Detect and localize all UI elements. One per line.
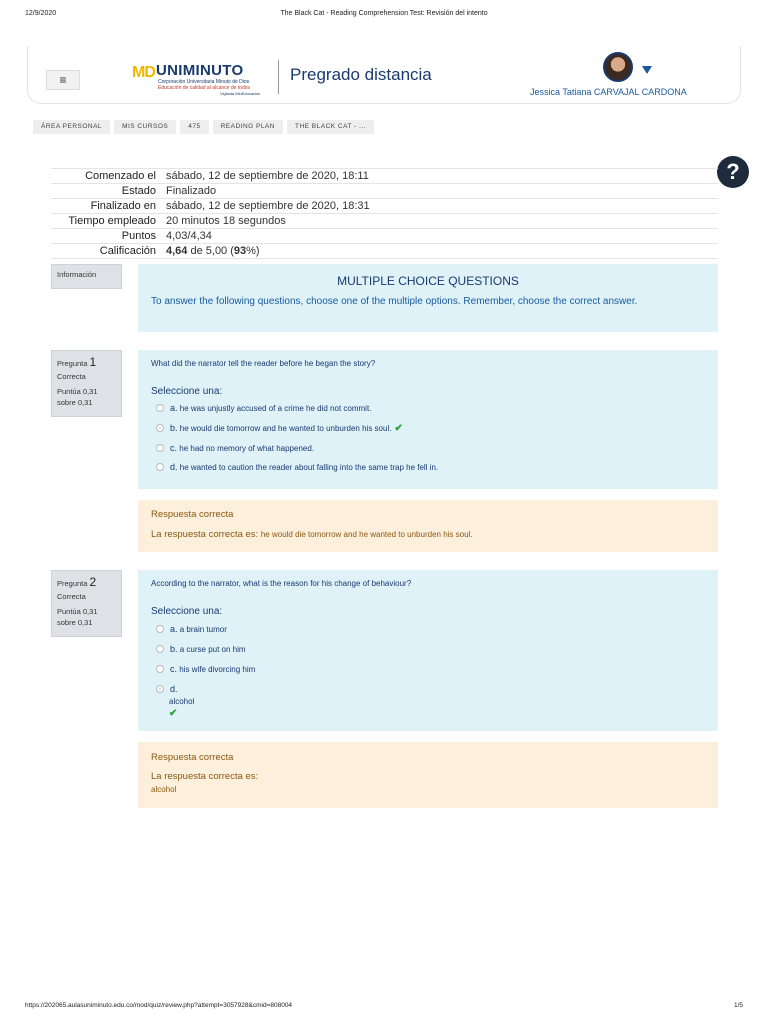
info-side-label — [51, 264, 122, 289]
summary-value: 20 minutos 18 segundos — [161, 214, 718, 229]
breadcrumb-item-mis-cursos[interactable]: MIS CURSOS — [114, 120, 176, 134]
question-label: Pregunta — [57, 359, 88, 368]
attempt-summary-table — [51, 168, 718, 259]
feedback-prefix: La respuesta correcta es: — [151, 529, 259, 540]
summary-row-points — [51, 229, 718, 244]
correct-check-icon: ✔ — [169, 708, 178, 719]
info-title: MULTIPLE CHOICE QUESTIONS — [337, 274, 519, 288]
question-text: What did the narrator tell the reader before he began the story? — [151, 359, 376, 368]
menu-icon: ≡ — [59, 73, 67, 87]
answer-option-b[interactable] — [156, 423, 403, 434]
option-text: his wife divorcing him — [179, 665, 256, 674]
option-letter: c. — [170, 664, 178, 674]
uniminuto-logo[interactable] — [132, 60, 272, 96]
answer-option-a[interactable] — [156, 403, 371, 413]
option-text: he had no memory of what happened. — [179, 444, 315, 453]
option-letter: c. — [170, 443, 178, 453]
grade-percent: 93 — [233, 245, 247, 257]
radio-button[interactable] — [156, 625, 164, 633]
question-number-value: 1 — [89, 355, 97, 369]
summary-value: Finalizado — [161, 184, 718, 199]
option-text: a curse put on him — [179, 645, 246, 654]
summary-row-grade — [51, 244, 718, 259]
radio-button[interactable] — [156, 665, 164, 673]
logo-mark: MD — [132, 64, 155, 81]
summary-value — [161, 244, 718, 259]
site-name[interactable]: Pregrado distancia — [290, 65, 432, 84]
summary-value: 4,03/4,34 — [161, 229, 718, 244]
option-letter: d. — [170, 462, 178, 472]
option-text: he wanted to caution the reader about falling into the same trap he fell in. — [179, 463, 439, 472]
help-button[interactable] — [717, 156, 749, 188]
help-icon: ? — [726, 159, 740, 184]
summary-label: Puntos — [51, 229, 161, 244]
radio-button-selected[interactable] — [156, 685, 164, 693]
logo-slogan: Educación de calidad al alcance de todos — [158, 85, 251, 91]
grade-percent-close: %) — [246, 245, 260, 257]
correct-answer: alcohol — [151, 785, 177, 794]
summary-value: sábado, 12 de septiembre de 2020, 18:11 — [161, 169, 718, 184]
breadcrumb-item-quiz[interactable]: THE BLACK CAT - ... — [287, 120, 374, 134]
radio-button[interactable] — [156, 444, 164, 452]
radio-button[interactable] — [156, 463, 164, 471]
summary-value: sábado, 12 de septiembre de 2020, 18:31 — [161, 199, 718, 214]
answer-option-b[interactable] — [156, 644, 246, 654]
question-grade — [57, 606, 116, 628]
summary-label: Finalizado en — [51, 199, 161, 214]
info-text: To answer the following questions, choose one of the multiple options. Remember, choose the correct answer. — [151, 296, 638, 307]
option-text: he was unjustly accused of a crime he did not commit. — [179, 404, 372, 413]
radio-button-selected[interactable] — [156, 424, 164, 432]
question-grade — [57, 386, 116, 408]
question-number — [57, 575, 116, 589]
logo-vigilada: Vigilada MinEducación — [220, 91, 261, 96]
feedback-title: Respuesta correcta — [151, 752, 234, 763]
breadcrumb-item-area-personal[interactable]: ÁREA PERSONAL — [33, 120, 110, 134]
question-2-feedback — [138, 742, 718, 808]
radio-button[interactable] — [156, 645, 164, 653]
question-mark: Puntúa 0,31 — [57, 607, 98, 616]
print-url: https://202065.aulasuniminuto.edu.co/mod/quiz/review.php?attempt=3057928&cmid=808004 — [25, 1002, 293, 1009]
question-number-value: 2 — [89, 575, 97, 589]
question-label: Pregunta — [57, 579, 88, 588]
info-label: Información — [57, 270, 97, 279]
summary-row-state — [51, 184, 718, 199]
question-1-feedback — [138, 500, 718, 552]
summary-label: Calificación — [51, 244, 161, 259]
option-letter: a. — [170, 624, 178, 634]
question-state: Correcta — [57, 592, 86, 601]
summary-row-started — [51, 169, 718, 184]
grade-value: 4,64 — [166, 245, 188, 257]
option-text: a brain tumor — [179, 625, 227, 634]
question-prompt: Seleccione una: — [151, 606, 223, 617]
question-1-info — [51, 350, 122, 417]
info-content — [138, 264, 718, 332]
top-navbar — [27, 46, 741, 104]
breadcrumb-item-course[interactable]: 475 — [180, 120, 208, 134]
option-text-d: alcohol — [169, 697, 195, 706]
user-avatar[interactable] — [603, 52, 633, 82]
print-title: The Black Cat - Reading Comprehension Test: Revisión del intento — [280, 10, 488, 17]
correct-check-icon: ✔ — [394, 423, 403, 434]
print-header — [0, 10, 768, 22]
feedback-prefix: La respuesta correcta es: — [151, 771, 259, 782]
summary-label: Estado — [51, 184, 161, 199]
radio-button[interactable] — [156, 404, 164, 412]
summary-label: Comenzado el — [51, 169, 161, 184]
answer-option-c[interactable] — [156, 443, 314, 453]
question-max-mark: sobre 0,31 — [57, 398, 93, 407]
breadcrumb-item-reading-plan[interactable]: READING PLAN — [213, 120, 283, 134]
print-footer — [0, 1002, 768, 1014]
user-name[interactable]: Jessica Tatiana CARVAJAL CARDONA — [530, 87, 687, 97]
summary-row-finished — [51, 199, 718, 214]
answer-option-a[interactable] — [156, 624, 227, 634]
summary-row-time-taken — [51, 214, 718, 229]
question-2-content — [138, 570, 718, 731]
answer-option-d[interactable] — [156, 462, 438, 472]
question-text: According to the narrator, what is the reason for his change of behaviour? — [151, 579, 412, 588]
question-1-content — [138, 350, 718, 489]
answer-option-d[interactable] — [156, 684, 178, 694]
grade-out-of: de 5,00 ( — [187, 245, 234, 257]
feedback-text — [151, 529, 473, 540]
logo-name: UNIMINUTO — [156, 62, 244, 79]
option-letter: d. — [170, 684, 178, 694]
question-number — [57, 355, 116, 369]
correct-answer: he would die tomorrow and he wanted to unburden his soul. — [260, 530, 473, 539]
option-letter: b. — [170, 423, 178, 433]
hamburger-menu-button[interactable] — [46, 70, 80, 90]
answer-option-c[interactable] — [156, 664, 255, 674]
logo-subtitle: Corporación Universitaria Minuto de Dios — [158, 79, 250, 85]
logo-divider — [278, 60, 279, 94]
option-letter: a. — [170, 403, 178, 413]
question-state: Correcta — [57, 372, 86, 381]
feedback-title: Respuesta correcta — [151, 509, 234, 520]
question-mark: Puntúa 0,31 — [57, 387, 98, 396]
summary-label: Tiempo empleado — [51, 214, 161, 229]
print-date: 12/9/2020 — [25, 10, 57, 17]
question-max-mark: sobre 0,31 — [57, 618, 93, 627]
option-letter: b. — [170, 644, 178, 654]
print-page-number: 1/5 — [733, 1002, 743, 1009]
question-2-info — [51, 570, 122, 637]
breadcrumb — [33, 120, 374, 134]
question-prompt: Seleccione una: — [151, 386, 223, 397]
option-text: he would die tomorrow and he wanted to unburden his soul. — [179, 424, 392, 433]
user-menu-caret-icon[interactable] — [642, 66, 652, 74]
